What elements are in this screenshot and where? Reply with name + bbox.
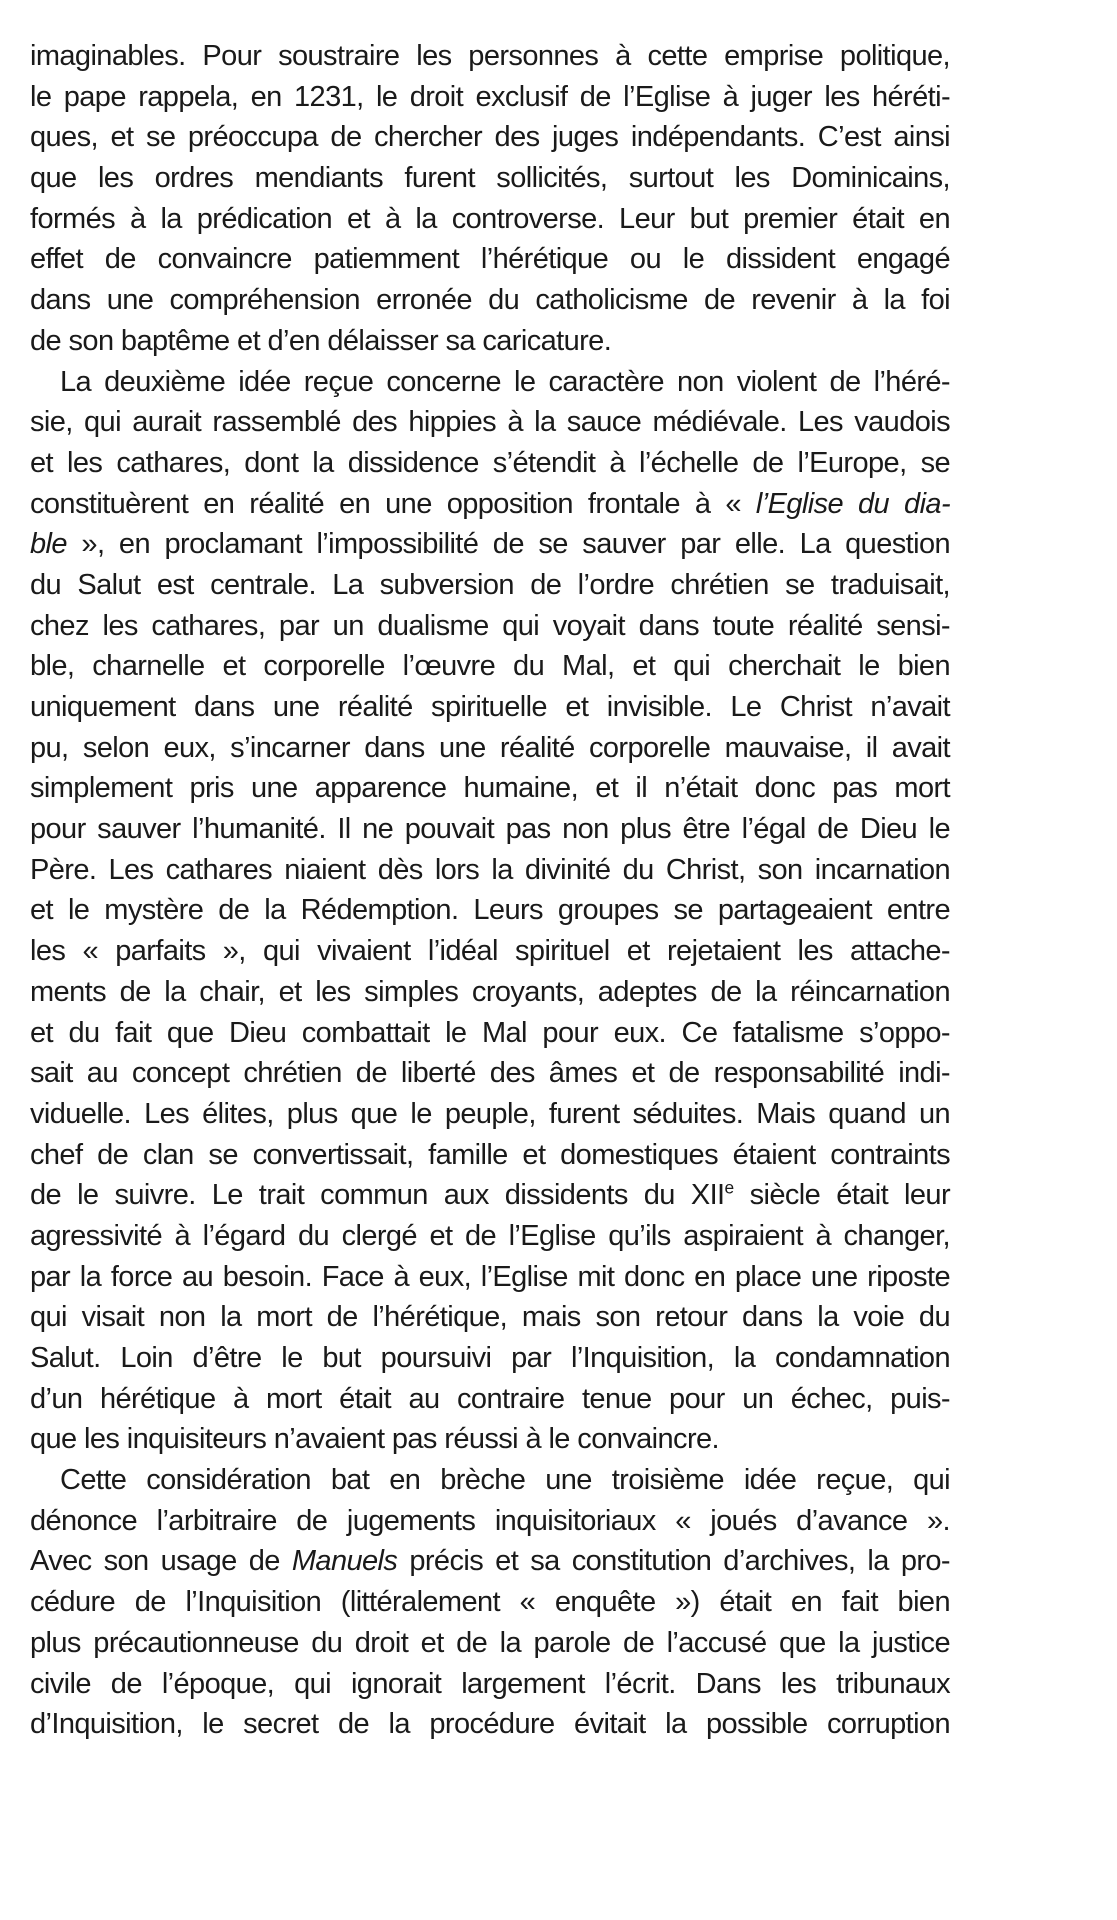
text-line: Avec son usage de Manuels précis et sa constitution d’archives, la pro-: [30, 1545, 950, 1578]
text-line: La deuxième idée reçue concerne le caractère non violent de l’héré-: [60, 365, 950, 398]
text-line: de le suivre. Le trait commun aux dissidents du XIIe siècle était leur: [30, 1177, 951, 1212]
text-line: simplement pris une apparence humaine, et il n’était donc pas mort: [30, 772, 950, 805]
text-line: effet de convaincre patiemment l’hérétique ou le dissident engagé: [30, 243, 950, 276]
text-line: viduelle. Les élites, plus que le peuple, furent séduites. Mais quand un: [30, 1097, 950, 1130]
paragraph-2: [30, 362, 950, 1461]
text-line: agressivité à l’égard du clergé et de l’Eglise qu’ils aspiraient à changer,: [30, 1219, 950, 1252]
text-line: dénonce l’arbitraire de jugements inquisitoriaux « joués d’avance ».: [30, 1504, 950, 1537]
text-line: pu, selon eux, s’incarner dans une réalité corporelle mauvaise, il avait: [30, 731, 950, 764]
text-line: de son baptême et d’en délaisser sa caricature.: [30, 324, 612, 357]
text-line: d’Inquisition, le secret de la procédure évitait la possible corruption: [30, 1708, 950, 1741]
text-line: dans une compréhension erronée du catholicisme de revenir à la foi: [30, 284, 950, 317]
paragraph-3: [30, 1460, 950, 1745]
text-line: Salut. Loin d’être le but poursuivi par l’Inquisition, la condamnation: [30, 1342, 950, 1374]
text-line: chef de clan se convertissait, famille et domestiques étaient contraints: [30, 1138, 950, 1171]
text-line: pour sauver l’humanité. Il ne pouvait pas non plus être l’égal de Dieu le: [30, 813, 950, 846]
text-line: constituèrent en réalité en une opposition frontale à « l’Eglise du dia-: [30, 487, 951, 520]
text-line: d’un hérétique à mort était au contraire tenue pour un échec, puis-: [30, 1382, 950, 1415]
text-line: plus précautionneuse du droit et de la parole de l’accusé que la justice: [30, 1626, 950, 1659]
text-line: Père. Les cathares niaient dès lors la divinité du Christ, son incarnation: [30, 853, 950, 886]
text-line: et les cathares, dont la dissidence s’étendit à l’échelle de l’Europe, se: [30, 446, 950, 479]
text-line: qui visait non la mort de l’hérétique, mais son retour dans la voie du: [30, 1301, 950, 1334]
text-line: sie, qui aurait rassemblé des hippies à la sauce médiévale. Les vaudois: [30, 406, 950, 439]
text-line: du Salut est centrale. La subversion de l’ordre chrétien se traduisait,: [30, 568, 950, 601]
text-line: sait au concept chrétien de liberté des âmes et de responsabilité indi-: [30, 1057, 950, 1090]
text-line: ble, charnelle et corporelle l’œuvre du Mal, et qui cherchait le bien: [30, 650, 950, 683]
text-line: uniquement dans une réalité spirituelle et invisible. Le Christ n’avait: [30, 691, 950, 723]
text-line: ments de la chair, et les simples croyants, adeptes de la réincarnation: [30, 975, 950, 1008]
text-line: cédure de l’Inquisition (littéralement « enquête ») était en fait bien: [30, 1586, 950, 1619]
text-line: le pape rappela, en 1231, le droit exclusif de l’Eglise à juger les héréti-: [30, 80, 950, 113]
book-page: [30, 36, 950, 1745]
text-line: et le mystère de la Rédemption. Leurs groupes se partageaient entre: [30, 894, 950, 927]
text-line: que les ordres mendiants furent sollicités, surtout les Dominicains,: [30, 162, 950, 195]
paragraph-1: [30, 36, 950, 362]
italic-text: ble: [30, 528, 67, 561]
text-line: et du fait que Dieu combattait le Mal pour eux. Ce fatalisme s’oppo-: [30, 1016, 950, 1049]
italic-text: Manuels: [291, 1545, 398, 1578]
text-line: ques, et se préoccupa de chercher des juges indépendants. C’est ainsi: [30, 121, 950, 154]
text-line: chez les cathares, par un dualisme qui voyait dans toute réalité sensi-: [30, 609, 950, 642]
text-line: Cette considération bat en brèche une troisième idée reçue, qui: [60, 1464, 950, 1497]
text-line: civile de l’époque, qui ignorait largement l’écrit. Dans les tribunaux: [30, 1667, 950, 1700]
italic-text: l’Eglise du dia-: [755, 487, 951, 520]
text-line: les « parfaits », qui vivaient l’idéal spirituel et rejetaient les attache-: [30, 935, 950, 968]
text-line: imaginables. Pour soustraire les personnes à cette emprise politique,: [30, 40, 950, 72]
text-line: par la force au besoin. Face à eux, l’Eglise mit donc en place une riposte: [30, 1260, 950, 1293]
text-line: que les inquisiteurs n’avaient pas réussi à le convaincre.: [30, 1423, 719, 1456]
superscript: e: [724, 1177, 734, 1198]
text-line: ble », en proclamant l’impossibilité de se sauver par elle. La question: [30, 528, 950, 561]
text-line: formés à la prédication et à la controverse. Leur but premier était en: [30, 202, 950, 235]
